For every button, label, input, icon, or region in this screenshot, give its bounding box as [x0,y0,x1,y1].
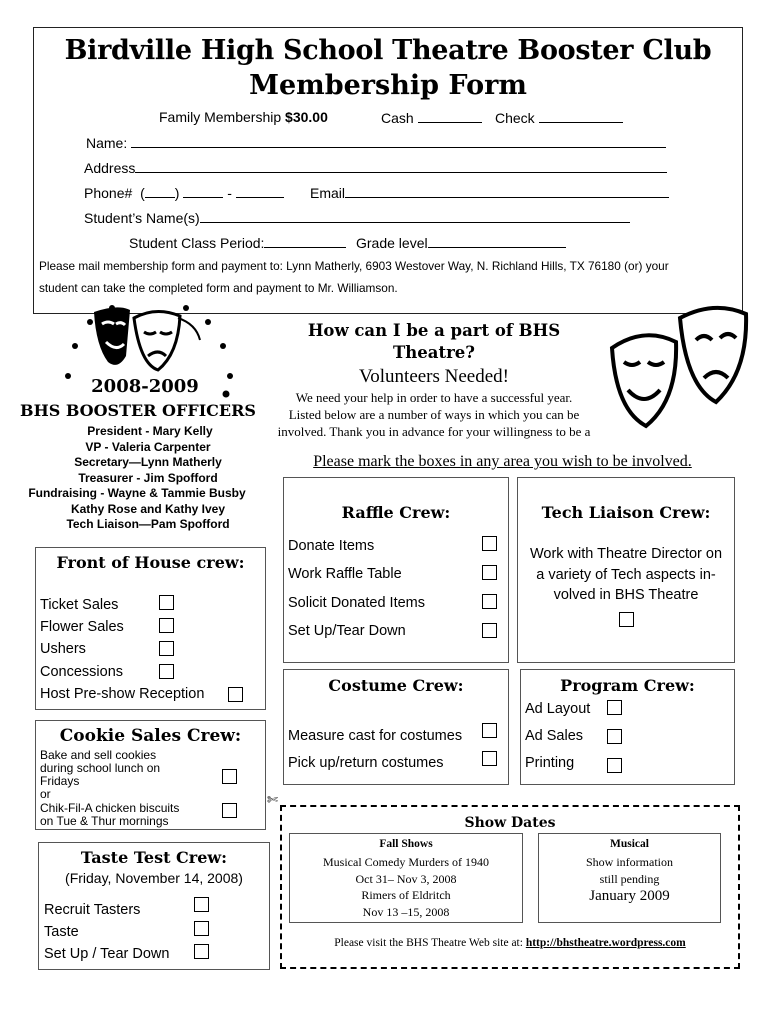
costume-item-measure: Measure cast for costumes [288,728,463,744]
front-of-house-item-ushers: Ushers [40,641,86,657]
costume-item-pickup: Pick up/return costumes [288,755,444,771]
work-raffle-table-checkbox[interactable] [482,565,497,580]
address-label: Address [84,160,136,176]
cookie-item1-line3: Fridays [40,774,80,788]
concessions-checkbox[interactable] [159,664,174,679]
musical-info-line2: still pending [599,871,660,886]
address-field[interactable] [84,159,667,176]
taste-checkbox[interactable] [194,921,209,936]
cookie-item2-line2: on Tue & Thur mornings [40,814,169,828]
front-of-house-crew-box [35,547,266,710]
taste-test-title: Taste Test Crew: [80,848,228,867]
fall-shows-list [290,854,522,920]
volunteers-needed: Volunteers Needed! [358,366,509,387]
program-title: Program Crew: [560,676,695,695]
grade-line[interactable] [428,234,566,248]
mail-instructions-line2: student can take the completed form and payment to Mr. Williamson. [39,281,398,295]
host-reception-checkbox[interactable] [228,687,243,702]
show-dates-coupon [280,805,740,969]
students-field[interactable] [84,209,630,226]
taste-test-item-setup: Set Up / Tear Down [44,946,170,962]
sad-mask-icon [680,308,746,402]
costume-crew-box [283,669,509,785]
officer-vp: VP - Valeria Carpenter [85,439,211,454]
membership-form-box [33,27,743,314]
recruit-tasters-checkbox[interactable] [194,897,209,912]
check-field[interactable] [495,109,623,126]
phone-paren-open: ( [140,185,145,201]
phone-area-line[interactable] [145,184,175,198]
ticket-sales-checkbox[interactable] [159,595,174,610]
cash-line[interactable] [418,109,482,123]
cash-label: Cash [381,110,414,126]
officer-treasurer: Treasurer - Jim Spofford [78,470,218,485]
taste-test-item-taste: Taste [44,924,79,940]
class-period-line[interactable] [264,234,346,248]
raffle-item-donate: Donate Items [288,538,375,554]
measure-cast-checkbox[interactable] [482,723,497,738]
form-title-line1: Birdville High School Theatre Booster Club [64,35,712,66]
phone-field[interactable] [84,184,284,201]
donate-items-checkbox[interactable] [482,536,497,551]
musical-date: January 2009 [589,888,670,904]
phone-paren-close: ) [174,185,180,201]
program-item-printing: Printing [525,755,575,771]
membership-row [159,109,328,125]
officers-list [0,424,296,533]
class-period-label: Student Class Period: [129,235,265,251]
fall-shows-box [289,833,523,923]
taste-setup-checkbox[interactable] [194,944,209,959]
costume-title: Costume Crew: [328,676,464,695]
theatre-masks-icon [606,300,752,430]
fall-shows-title: Fall Shows [379,838,433,850]
officer-fundraising-2: Kathy Rose and Kathy Ivey [70,501,226,516]
tech-desc-line1: Work with Theatre Director on [529,546,723,562]
officers-heading: BHS BOOSTER OFFICERS [20,401,256,420]
website-visit-line [282,937,738,949]
form-title-line2: Membership Form [249,70,527,101]
phone-number-line[interactable] [236,184,284,198]
intro-text-line2: Listed below are a number of ways in which you can be [288,407,580,422]
fall-show-2-dates: Nov 13 –15, 2008 [362,904,450,919]
show-dates-title: Show Dates [464,815,556,831]
taste-test-item-recruit: Recruit Tasters [44,902,141,918]
fall-show-1-dates: Oct 31– Nov 3, 2008 [355,871,457,886]
musical-title: Musical [610,838,649,850]
raffle-item-setup: Set Up/Tear Down [288,623,406,639]
scissors-icon: ✄ [267,793,278,808]
phone-dash: - [227,185,232,201]
check-label: Check [495,110,535,126]
tech-desc-line2: a variety of Tech aspects in- [536,566,716,583]
membership-label: Family Membership [159,109,282,125]
program-item-ad-sales: Ad Sales [525,728,584,744]
taste-test-crew-box [38,842,270,970]
mail-instructions-line1: Please mail membership form and payment to: Lynn Matherly, 6903 Westover Way, N. Richland Hills, TX 76180 (or) your [39,259,669,273]
fall-show-1-title: Musical Comedy Murders of 1940 [323,855,489,869]
cookie-item1-line2: during school lunch on [40,761,161,775]
tragedy-mask-icon [134,311,200,370]
tech-liaison-checkbox[interactable] [619,612,634,627]
raffle-item-work-table: Work Raffle Table [288,566,402,582]
front-of-house-title: Front of House crew: [56,553,245,572]
check-line[interactable] [539,109,623,123]
front-of-house-item-concessions: Concessions [40,664,124,680]
musical-box [538,833,721,923]
cookie-or-separator: or [40,787,51,801]
cookie-lunch-checkbox[interactable] [222,769,237,784]
students-label: Student’s Name(s) [84,210,200,226]
intro-question-line2: Theatre? [393,343,475,362]
tech-liaison-description [518,544,734,606]
address-line[interactable] [135,159,667,173]
front-of-house-item-host-reception: Host Pre-show Reception [40,686,205,702]
cookie-sales-crew-box [35,720,266,830]
name-line[interactable] [131,134,666,148]
front-of-house-item-flower-sales: Flower Sales [40,619,124,635]
officer-tech-liaison: Tech Liaison—Pam Spofford [66,517,230,531]
phone-prefix-line[interactable] [183,184,223,198]
happy-mask-icon [612,335,676,426]
website-link[interactable]: http://bhstheatre.wordpress.com [525,937,686,949]
tech-desc-line3: volved in BHS Theatre [553,587,699,603]
email-field[interactable] [310,184,669,201]
pickup-costumes-checkbox[interactable] [482,751,497,766]
cookie-item2-line1: Chik-Fil-A chicken biscuits [40,801,180,815]
tech-liaison-title: Tech Liaison Crew: [541,503,711,522]
ushers-checkbox[interactable] [159,641,174,656]
grade-label: Grade level [356,235,428,251]
membership-price: $30.00 [285,109,328,125]
officer-secretary: Secretary—Lynn Matherly [74,455,222,469]
phone-label: Phone# [84,185,133,201]
class-period-field[interactable] [129,234,346,251]
musical-info [539,854,720,887]
mark-boxes-instruction: Please mark the boxes in any area you wish to be involved. [313,453,692,470]
raffle-title: Raffle Crew: [341,503,451,522]
email-line[interactable] [345,184,669,198]
front-of-house-item-ticket-sales: Ticket Sales [40,597,119,613]
intro-text-line3: involved. Thank you in advance for your willingness to be a [277,424,591,439]
students-line[interactable] [200,209,630,223]
solicit-donated-checkbox[interactable] [482,594,497,609]
musical-info-line1: Show information [586,855,673,869]
officers-year: 2008-2009 [91,376,199,397]
email-label: Email [310,185,346,201]
comedy-mask-icon [94,307,130,364]
officer-president: President - Mary Kelly [87,424,213,438]
program-item-ad-layout: Ad Layout [525,701,591,717]
raffle-setup-checkbox[interactable] [482,623,497,638]
cookie-sales-item1 [40,749,179,828]
tech-liaison-crew-box [517,477,735,663]
cookie-item1-line1: Bake and sell cookies [40,748,157,762]
name-label: Name: [86,135,128,151]
cookie-sales-title: Cookie Sales Crew: [59,726,242,746]
ad-layout-checkbox[interactable] [607,700,622,715]
program-crew-box [520,669,735,785]
ad-sales-checkbox[interactable] [607,729,622,744]
intro-question-line1: How can I be a part of BHS [307,321,561,340]
chik-fil-a-checkbox[interactable] [222,803,237,818]
raffle-item-solicit: Solicit Donated Items [288,595,426,611]
raffle-crew-box [283,477,509,663]
cash-field[interactable] [381,109,482,126]
flower-sales-checkbox[interactable] [159,618,174,633]
name-field[interactable] [86,134,666,151]
website-visit-text: Please visit the BHS Theatre Web site at: [334,937,523,949]
fall-show-2-title: Rimers of Eldritch [361,888,451,902]
printing-checkbox[interactable] [607,758,622,773]
officer-fundraising: Fundraising - Wayne & Tammie Busby [28,486,246,500]
intro-text-line1: We need your help in order to have a successful year. [295,390,573,405]
taste-test-date: (Friday, November 14, 2008) [65,870,243,886]
grade-field[interactable] [356,234,566,251]
